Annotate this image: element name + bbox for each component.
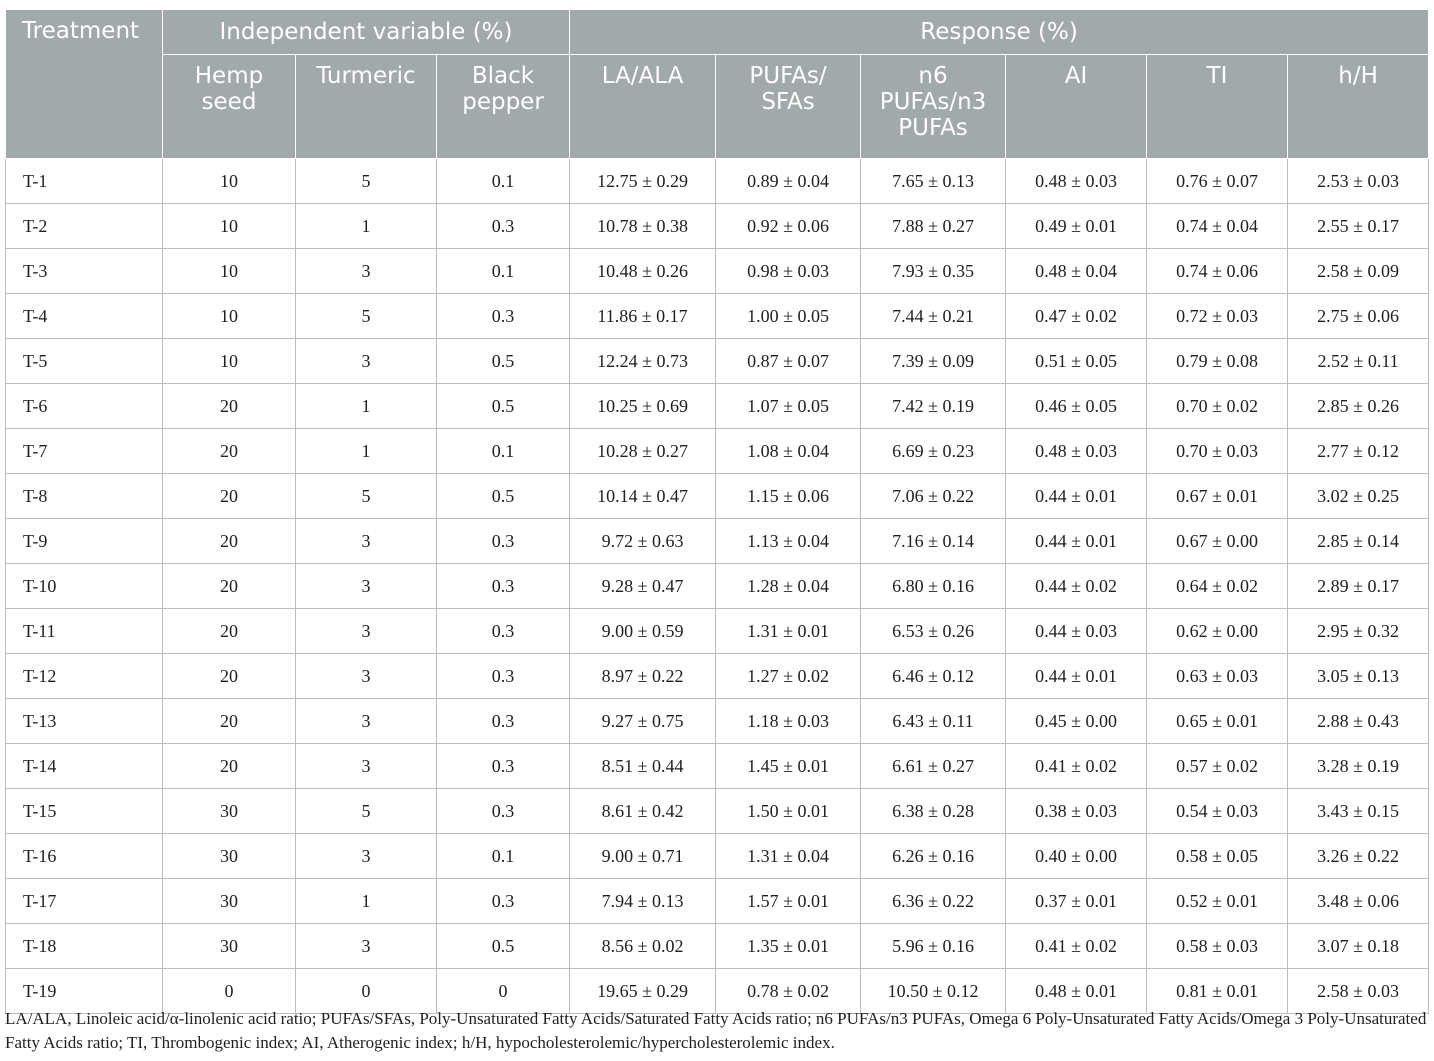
la-ala-cell: 19.65 ± 0.29 (570, 969, 716, 1014)
la-ala-cell: 10.28 ± 0.27 (570, 429, 716, 474)
black-pepper-cell: 0.3 (437, 204, 570, 249)
h-h-cell: 2.58 ± 0.09 (1288, 249, 1429, 294)
n6-n3-pufas-cell: 7.44 ± 0.21 (861, 294, 1006, 339)
turmeric-cell: 3 (296, 654, 437, 699)
pufas-sfas-cell: 1.15 ± 0.06 (716, 474, 861, 519)
ti-cell: 0.52 ± 0.01 (1147, 879, 1288, 924)
h-h-cell: 2.52 ± 0.11 (1288, 339, 1429, 384)
hemp-seed-cell: 20 (163, 384, 296, 429)
turmeric-cell: 3 (296, 339, 437, 384)
ai-cell: 0.44 ± 0.01 (1006, 654, 1147, 699)
ai-cell: 0.44 ± 0.01 (1006, 519, 1147, 564)
la-ala-cell: 9.72 ± 0.63 (570, 519, 716, 564)
black-pepper-cell: 0.3 (437, 609, 570, 654)
la-ala-cell: 11.86 ± 0.17 (570, 294, 716, 339)
ti-cell: 0.67 ± 0.00 (1147, 519, 1288, 564)
hemp-seed-cell: 20 (163, 474, 296, 519)
pufas-sfas-cell: 1.31 ± 0.04 (716, 834, 861, 879)
la-ala-cell: 8.97 ± 0.22 (570, 654, 716, 699)
h-h-cell: 2.89 ± 0.17 (1288, 564, 1429, 609)
table-row (6, 834, 1429, 879)
n6-n3-pufas-cell: 6.43 ± 0.11 (861, 699, 1006, 744)
hemp-seed-cell: 10 (163, 249, 296, 294)
ti-cell: 0.72 ± 0.03 (1147, 294, 1288, 339)
turmeric-cell: 1 (296, 879, 437, 924)
treatment-cell: T-12 (6, 654, 163, 699)
black-pepper-cell: 0.3 (437, 744, 570, 789)
h-h-cell: 3.28 ± 0.19 (1288, 744, 1429, 789)
ai-cell: 0.48 ± 0.01 (1006, 969, 1147, 1014)
ti-cell: 0.57 ± 0.02 (1147, 744, 1288, 789)
hemp-seed-cell: 20 (163, 519, 296, 564)
h-h-cell: 2.55 ± 0.17 (1288, 204, 1429, 249)
turmeric-cell: 0 (296, 969, 437, 1014)
turmeric-cell: 3 (296, 744, 437, 789)
pufas-sfas-cell: 0.87 ± 0.07 (716, 339, 861, 384)
ti-cell: 0.81 ± 0.01 (1147, 969, 1288, 1014)
pufas-sfas-cell: 1.00 ± 0.05 (716, 294, 861, 339)
treatment-cell: T-13 (6, 699, 163, 744)
hemp-seed-cell: 10 (163, 294, 296, 339)
ai-cell: 0.49 ± 0.01 (1006, 204, 1147, 249)
n6-n3-pufas-cell: 6.53 ± 0.26 (861, 609, 1006, 654)
pufas-sfas-cell: 1.08 ± 0.04 (716, 429, 861, 474)
h-h-cell: 2.75 ± 0.06 (1288, 294, 1429, 339)
pufas-sfas-cell: 1.50 ± 0.01 (716, 789, 861, 834)
turmeric-cell: 1 (296, 384, 437, 429)
turmeric-cell: 5 (296, 474, 437, 519)
ti-cell: 0.54 ± 0.03 (1147, 789, 1288, 834)
n6-n3-pufas-cell: 7.06 ± 0.22 (861, 474, 1006, 519)
treatment-cell: T-2 (6, 204, 163, 249)
pufas-sfas-cell: 0.92 ± 0.06 (716, 204, 861, 249)
black-pepper-cell: 0 (437, 969, 570, 1014)
la-ala-cell: 9.00 ± 0.59 (570, 609, 716, 654)
table-row (6, 564, 1429, 609)
ai-cell: 0.44 ± 0.01 (1006, 474, 1147, 519)
n6-n3-pufas-cell: 6.69 ± 0.23 (861, 429, 1006, 474)
header-group-row (6, 10, 1429, 55)
hemp-seed-cell: 20 (163, 699, 296, 744)
la-ala-cell: 8.51 ± 0.44 (570, 744, 716, 789)
turmeric-cell: 3 (296, 519, 437, 564)
turmeric-cell: 5 (296, 789, 437, 834)
pufas-sfas-cell: 1.27 ± 0.02 (716, 654, 861, 699)
treatment-cell: T-9 (6, 519, 163, 564)
la-ala-cell: 9.27 ± 0.75 (570, 699, 716, 744)
turmeric-cell: 3 (296, 609, 437, 654)
ai-cell: 0.48 ± 0.04 (1006, 249, 1147, 294)
h-h-cell: 3.02 ± 0.25 (1288, 474, 1429, 519)
hemp-seed-cell: 10 (163, 339, 296, 384)
ai-cell: 0.47 ± 0.02 (1006, 294, 1147, 339)
n6-n3-pufas-cell: 7.42 ± 0.19 (861, 384, 1006, 429)
header-treatment: Treatment (6, 10, 163, 159)
header-h-h: h/H (1288, 55, 1429, 159)
black-pepper-cell: 0.3 (437, 654, 570, 699)
ai-cell: 0.46 ± 0.05 (1006, 384, 1147, 429)
treatment-cell: T-1 (6, 159, 163, 204)
hemp-seed-cell: 30 (163, 834, 296, 879)
turmeric-cell: 3 (296, 834, 437, 879)
turmeric-cell: 3 (296, 564, 437, 609)
black-pepper-cell: 0.3 (437, 564, 570, 609)
n6-n3-pufas-cell: 6.36 ± 0.22 (861, 879, 1006, 924)
black-pepper-cell: 0.3 (437, 699, 570, 744)
la-ala-cell: 9.00 ± 0.71 (570, 834, 716, 879)
n6-n3-pufas-cell: 6.80 ± 0.16 (861, 564, 1006, 609)
ai-cell: 0.51 ± 0.05 (1006, 339, 1147, 384)
ti-cell: 0.70 ± 0.02 (1147, 384, 1288, 429)
la-ala-cell: 8.61 ± 0.42 (570, 789, 716, 834)
turmeric-cell: 1 (296, 429, 437, 474)
n6-n3-pufas-cell: 7.39 ± 0.09 (861, 339, 1006, 384)
table-row (6, 429, 1429, 474)
la-ala-cell: 7.94 ± 0.13 (570, 879, 716, 924)
treatment-cell: T-11 (6, 609, 163, 654)
la-ala-cell: 10.25 ± 0.69 (570, 384, 716, 429)
ti-cell: 0.74 ± 0.06 (1147, 249, 1288, 294)
header-la-ala: LA/ALA (570, 55, 716, 159)
ai-cell: 0.41 ± 0.02 (1006, 744, 1147, 789)
hemp-seed-cell: 0 (163, 969, 296, 1014)
n6-n3-pufas-cell: 7.88 ± 0.27 (861, 204, 1006, 249)
black-pepper-cell: 0.1 (437, 834, 570, 879)
la-ala-cell: 9.28 ± 0.47 (570, 564, 716, 609)
ti-cell: 0.79 ± 0.08 (1147, 339, 1288, 384)
n6-n3-pufas-cell: 7.93 ± 0.35 (861, 249, 1006, 294)
n6-n3-pufas-cell: 10.50 ± 0.12 (861, 969, 1006, 1014)
table-row (6, 474, 1429, 519)
hemp-seed-cell: 20 (163, 609, 296, 654)
table-row (6, 699, 1429, 744)
treatment-cell: T-3 (6, 249, 163, 294)
ti-cell: 0.58 ± 0.05 (1147, 834, 1288, 879)
header-hemp-seed: Hemp seed (163, 55, 296, 159)
fatty-acid-response-table (5, 9, 1429, 1014)
table-row (6, 924, 1429, 969)
n6-n3-pufas-cell: 7.65 ± 0.13 (861, 159, 1006, 204)
treatment-cell: T-10 (6, 564, 163, 609)
h-h-cell: 3.26 ± 0.22 (1288, 834, 1429, 879)
hemp-seed-cell: 20 (163, 654, 296, 699)
ti-cell: 0.64 ± 0.02 (1147, 564, 1288, 609)
header-independent-variable-group: Independent variable (%) (163, 10, 570, 55)
black-pepper-cell: 0.1 (437, 159, 570, 204)
table-row (6, 744, 1429, 789)
black-pepper-cell: 0.3 (437, 789, 570, 834)
ai-cell: 0.38 ± 0.03 (1006, 789, 1147, 834)
table-row (6, 339, 1429, 384)
h-h-cell: 3.43 ± 0.15 (1288, 789, 1429, 834)
ai-cell: 0.41 ± 0.02 (1006, 924, 1147, 969)
hemp-seed-cell: 30 (163, 879, 296, 924)
black-pepper-cell: 0.1 (437, 429, 570, 474)
ti-cell: 0.62 ± 0.00 (1147, 609, 1288, 654)
table-footnote: LA/ALA, Linoleic acid/α-linolenic acid ratio; PUFAs/SFAs, Poly-Unsaturated Fatty Acids/Saturated Fatty Acids ratio; n6 PUFAs/n3 PUFAs, Omega 6 Poly-Unsaturated Fatty Acids/Omega 3 Poly-Unsaturated Fatty Acids ratio; TI, Thrombogenic index; AI, Atherogenic index; h/H, hypocholesterolemic/hypercholesterolemic index. (5, 1009, 1427, 1052)
black-pepper-cell: 0.3 (437, 879, 570, 924)
ai-cell: 0.44 ± 0.03 (1006, 609, 1147, 654)
pufas-sfas-cell: 1.28 ± 0.04 (716, 564, 861, 609)
pufas-sfas-cell: 0.89 ± 0.04 (716, 159, 861, 204)
turmeric-cell: 5 (296, 159, 437, 204)
table-row (6, 384, 1429, 429)
black-pepper-cell: 0.3 (437, 294, 570, 339)
hemp-seed-cell: 20 (163, 564, 296, 609)
h-h-cell: 2.85 ± 0.14 (1288, 519, 1429, 564)
header-ai: AI (1006, 55, 1147, 159)
n6-n3-pufas-cell: 6.61 ± 0.27 (861, 744, 1006, 789)
h-h-cell: 3.05 ± 0.13 (1288, 654, 1429, 699)
la-ala-cell: 12.75 ± 0.29 (570, 159, 716, 204)
treatment-cell: T-15 (6, 789, 163, 834)
turmeric-cell: 5 (296, 294, 437, 339)
header-n6-n3-pufas: n6 PUFAs/n3 PUFAs (861, 55, 1006, 159)
n6-n3-pufas-cell: 7.16 ± 0.14 (861, 519, 1006, 564)
black-pepper-cell: 0.1 (437, 249, 570, 294)
header-column-row (6, 55, 1429, 159)
h-h-cell: 3.07 ± 0.18 (1288, 924, 1429, 969)
table-row (6, 159, 1429, 204)
h-h-cell: 2.95 ± 0.32 (1288, 609, 1429, 654)
h-h-cell: 2.58 ± 0.03 (1288, 969, 1429, 1014)
turmeric-cell: 3 (296, 699, 437, 744)
header-black-pepper: Black pepper (437, 55, 570, 159)
black-pepper-cell: 0.5 (437, 384, 570, 429)
ti-cell: 0.74 ± 0.04 (1147, 204, 1288, 249)
n6-n3-pufas-cell: 6.38 ± 0.28 (861, 789, 1006, 834)
pufas-sfas-cell: 1.35 ± 0.01 (716, 924, 861, 969)
treatment-cell: T-16 (6, 834, 163, 879)
hemp-seed-cell: 30 (163, 789, 296, 834)
data-table-container (5, 9, 1428, 1014)
pufas-sfas-cell: 1.45 ± 0.01 (716, 744, 861, 789)
h-h-cell: 2.85 ± 0.26 (1288, 384, 1429, 429)
hemp-seed-cell: 10 (163, 159, 296, 204)
turmeric-cell: 3 (296, 924, 437, 969)
ai-cell: 0.45 ± 0.00 (1006, 699, 1147, 744)
pufas-sfas-cell: 1.57 ± 0.01 (716, 879, 861, 924)
la-ala-cell: 12.24 ± 0.73 (570, 339, 716, 384)
header-turmeric: Turmeric (296, 55, 437, 159)
la-ala-cell: 10.78 ± 0.38 (570, 204, 716, 249)
pufas-sfas-cell: 0.98 ± 0.03 (716, 249, 861, 294)
pufas-sfas-cell: 1.31 ± 0.01 (716, 609, 861, 654)
la-ala-cell: 8.56 ± 0.02 (570, 924, 716, 969)
table-row (6, 654, 1429, 699)
turmeric-cell: 1 (296, 204, 437, 249)
pufas-sfas-cell: 0.78 ± 0.02 (716, 969, 861, 1014)
table-row (6, 879, 1429, 924)
hemp-seed-cell: 20 (163, 744, 296, 789)
ai-cell: 0.48 ± 0.03 (1006, 159, 1147, 204)
treatment-cell: T-8 (6, 474, 163, 519)
n6-n3-pufas-cell: 6.26 ± 0.16 (861, 834, 1006, 879)
hemp-seed-cell: 30 (163, 924, 296, 969)
ai-cell: 0.37 ± 0.01 (1006, 879, 1147, 924)
ti-cell: 0.65 ± 0.01 (1147, 699, 1288, 744)
treatment-cell: T-14 (6, 744, 163, 789)
black-pepper-cell: 0.5 (437, 924, 570, 969)
black-pepper-cell: 0.3 (437, 519, 570, 564)
ai-cell: 0.48 ± 0.03 (1006, 429, 1147, 474)
table-header (6, 10, 1429, 159)
black-pepper-cell: 0.5 (437, 339, 570, 384)
table-row (6, 204, 1429, 249)
h-h-cell: 2.53 ± 0.03 (1288, 159, 1429, 204)
h-h-cell: 3.48 ± 0.06 (1288, 879, 1429, 924)
header-pufas-sfas: PUFAs/ SFAs (716, 55, 861, 159)
pufas-sfas-cell: 1.07 ± 0.05 (716, 384, 861, 429)
header-response-group: Response (%) (570, 10, 1429, 55)
table-row (6, 789, 1429, 834)
hemp-seed-cell: 10 (163, 204, 296, 249)
ai-cell: 0.44 ± 0.02 (1006, 564, 1147, 609)
ti-cell: 0.67 ± 0.01 (1147, 474, 1288, 519)
treatment-cell: T-5 (6, 339, 163, 384)
ai-cell: 0.40 ± 0.00 (1006, 834, 1147, 879)
table-body (6, 159, 1429, 1014)
h-h-cell: 2.88 ± 0.43 (1288, 699, 1429, 744)
black-pepper-cell: 0.5 (437, 474, 570, 519)
ti-cell: 0.63 ± 0.03 (1147, 654, 1288, 699)
treatment-cell: T-6 (6, 384, 163, 429)
turmeric-cell: 3 (296, 249, 437, 294)
header-ti: TI (1147, 55, 1288, 159)
treatment-cell: T-19 (6, 969, 163, 1014)
h-h-cell: 2.77 ± 0.12 (1288, 429, 1429, 474)
pufas-sfas-cell: 1.18 ± 0.03 (716, 699, 861, 744)
n6-n3-pufas-cell: 6.46 ± 0.12 (861, 654, 1006, 699)
treatment-cell: T-17 (6, 879, 163, 924)
la-ala-cell: 10.48 ± 0.26 (570, 249, 716, 294)
table-row (6, 294, 1429, 339)
ti-cell: 0.70 ± 0.03 (1147, 429, 1288, 474)
n6-n3-pufas-cell: 5.96 ± 0.16 (861, 924, 1006, 969)
la-ala-cell: 10.14 ± 0.47 (570, 474, 716, 519)
ti-cell: 0.76 ± 0.07 (1147, 159, 1288, 204)
treatment-cell: T-7 (6, 429, 163, 474)
table-row (6, 609, 1429, 654)
table-row (6, 519, 1429, 564)
hemp-seed-cell: 20 (163, 429, 296, 474)
table-row (6, 249, 1429, 294)
pufas-sfas-cell: 1.13 ± 0.04 (716, 519, 861, 564)
ti-cell: 0.58 ± 0.03 (1147, 924, 1288, 969)
treatment-cell: T-18 (6, 924, 163, 969)
treatment-cell: T-4 (6, 294, 163, 339)
